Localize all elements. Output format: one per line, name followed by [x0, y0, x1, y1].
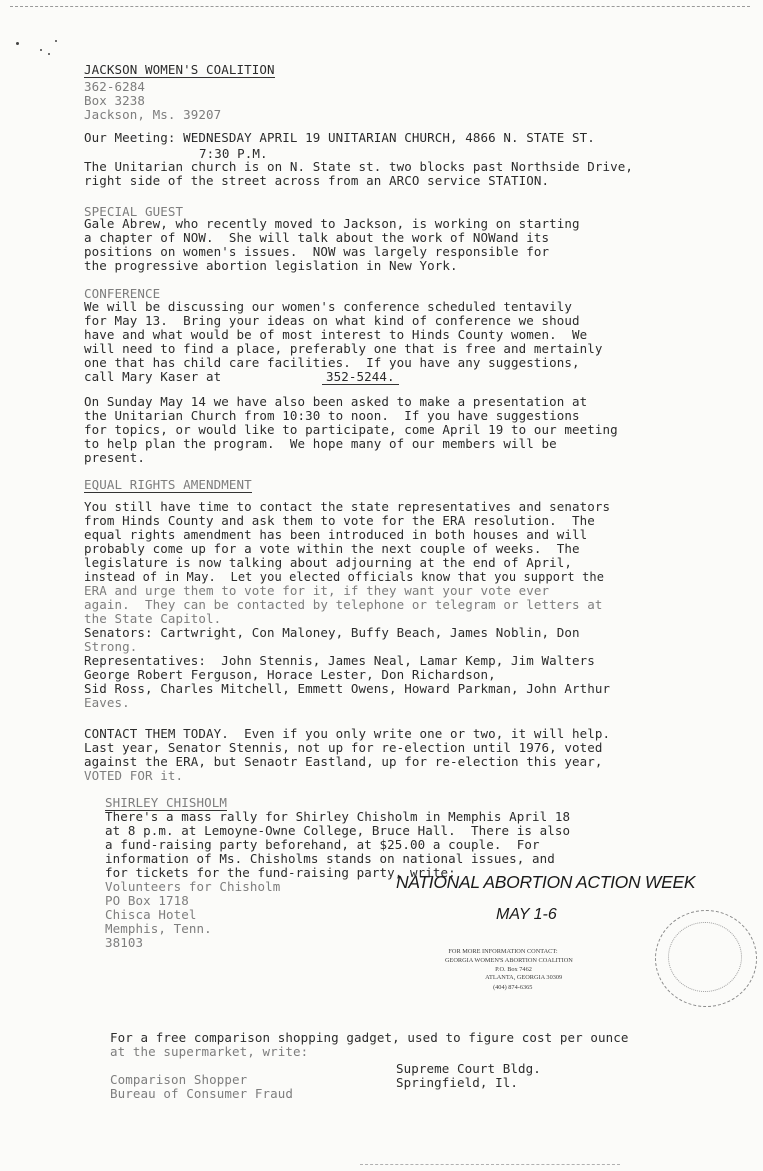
gadget-address: Bureau of Consumer Fraud [110, 1086, 294, 1101]
chisholm-text: There's a mass rally for Shirley Chisholm in Memphis April 18 [105, 809, 571, 824]
top-edge-dashes [10, 6, 750, 7]
org-box: Box 3238 [84, 93, 146, 108]
scan-speck [55, 40, 57, 42]
section-heading: SHIRLEY CHISHOLM [105, 795, 228, 810]
era-text: probably come up for a vote within the next couple of weeks. The [84, 541, 580, 556]
naaw-contact-line: FOR MORE INFORMATION CONTACT: [448, 949, 558, 955]
era-text: You still have time to contact the state representatives and senators [84, 499, 611, 514]
presentation-text: the Unitarian Church from 10:30 to noon. If you have suggestions [84, 408, 580, 423]
era-text: ERA and urge them to vote for it, if they want your vote ever [84, 583, 550, 598]
chisholm-address: Chisca Hotel [105, 907, 197, 922]
scan-speck [16, 42, 19, 45]
chisholm-text: for tickets for the fund-raising party, write: [105, 865, 456, 880]
era-text: the State Capitol. [84, 611, 222, 626]
conference-text: one that has child care facilities. If you have any suggestions, [84, 355, 580, 370]
meeting-directions: The Unitarian church is on N. State st. two blocks past Northside Drive, [84, 159, 634, 174]
chisholm-address: Memphis, Tenn. [105, 921, 212, 936]
chisholm-text: information of Ms. Chisholms stands on national issues, and [105, 851, 555, 866]
meeting-directions: right side of the street across from an ARCO service STATION. [84, 173, 550, 188]
naaw-contact-line: (404) 874-6365 [493, 985, 533, 991]
conference-text: will need to find a place, preferably one that is free and mertainly [84, 341, 603, 356]
org-name: JACKSON WOMEN'S COALITION [84, 62, 275, 77]
section-heading: CONFERENCE [84, 286, 161, 301]
naaw-title: NATIONAL ABORTION ACTION WEEK [396, 872, 696, 892]
naaw-contact-line: P.O. Box 7462 [495, 967, 532, 973]
contact-text: against the ERA, but Senaotr Eastland, up for re-election this year, [84, 754, 603, 769]
era-text: from Hinds County and ask them to vote for the ERA resolution. The [84, 513, 595, 528]
org-phone: 362-6284 [84, 79, 146, 94]
conference-text: call Mary Kaser at [84, 369, 222, 384]
conference-text: have and what would be of most interest to Hinds County women. We [84, 327, 588, 342]
presentation-text: present. [84, 450, 146, 465]
guest-text: Gale Abrew, who recently moved to Jackson, is working on starting [84, 216, 580, 231]
contact-text: VOTED FOR it. [84, 768, 184, 783]
guest-text: the progressive abortion legislation in New York. [84, 258, 458, 273]
gadget-text: For a free comparison shopping gadget, used to figure cost per ounce [110, 1030, 629, 1045]
meeting-time: 7:30 P.M. [199, 146, 268, 161]
naaw-contact-line: GEORGIA WOMEN'S ABORTION COALITION [444, 958, 573, 964]
conference-phone: 352-5244. [322, 370, 399, 385]
chisholm-text: a fund-raising party beforehand, at $25.00 a couple. For [105, 837, 540, 852]
representatives-list: Representatives: John Stennis, James Neal, Lamar Kemp, Jim Walters [84, 653, 595, 668]
gadget-address: Comparison Shopper [110, 1072, 248, 1087]
presentation-text: for topics, or would like to participate, come April 19 to our meeting [84, 422, 618, 437]
section-heading: SPECIAL GUEST [84, 204, 184, 219]
chisholm-address: Volunteers for Chisholm [105, 879, 281, 894]
gadget-text: at the supermarket, write: [110, 1044, 309, 1059]
scan-speck [40, 49, 42, 51]
presentation-text: to help plan the program. We hope many of our members will be [84, 436, 557, 451]
representatives-list: Sid Ross, Charles Mitchell, Emmett Owens, Howard Parkman, John Arthur [84, 681, 611, 696]
org-city: Jackson, Ms. 39207 [84, 107, 222, 122]
bottom-edge-dashes [360, 1164, 620, 1165]
era-text: equal rights amendment has been introduced in both houses and will [84, 527, 588, 542]
conference-text: for May 13. Bring your ideas on what kind of conference we shoud [84, 313, 580, 328]
scan-speck [48, 53, 50, 55]
naaw-dates: MAY 1-6 [496, 906, 557, 923]
chisholm-text: at 8 p.m. at Lemoyne-Owne College, Bruce Hall. There is also [105, 823, 571, 838]
contact-text: CONTACT THEM TODAY. Even if you only write one or two, it will help. [84, 726, 611, 741]
gadget-address: Springfield, Il. [396, 1075, 519, 1090]
contact-text: Last year, Senator Stennis, not up for re-election until 1976, voted [84, 740, 603, 755]
representatives-list: George Robert Ferguson, Horace Lester, Don Richardson, [84, 667, 496, 682]
guest-text: a chapter of NOW. She will talk about the work of NOWand its [84, 230, 550, 245]
faded-seal-inner [668, 922, 742, 992]
era-text: legislature is now talking about adjourning at the end of April, [84, 555, 573, 570]
era-text: again. They can be contacted by telephone or telegram or letters at [84, 597, 603, 612]
guest-text: positions on women's issues. NOW was largely responsible for [84, 244, 550, 259]
naaw-contact-line: ATLANTA, GEORGIA 30309 [485, 975, 563, 981]
senators-list: Senators: Cartwright, Con Maloney, Buffy Beach, James Noblin, Don [84, 625, 580, 640]
era-text: instead of in May. Let you elected officials know that you support the [84, 570, 605, 584]
chisholm-address: PO Box 1718 [105, 893, 189, 908]
conference-text: We will be discussing our women's conference scheduled tentavily [84, 299, 573, 314]
chisholm-address: 38103 [105, 935, 144, 950]
section-heading: EQUAL RIGHTS AMENDMENT [84, 477, 252, 492]
senators-list: Strong. [84, 639, 138, 654]
presentation-text: On Sunday May 14 we have also been asked to make a presentation at [84, 394, 588, 409]
representatives-list: Eaves. [84, 695, 130, 710]
gadget-address: Supreme Court Bldg. [396, 1061, 541, 1076]
meeting-line: Our Meeting: WEDNESDAY APRIL 19 UNITARIAN CHURCH, 4866 N. STATE ST. [84, 130, 595, 145]
